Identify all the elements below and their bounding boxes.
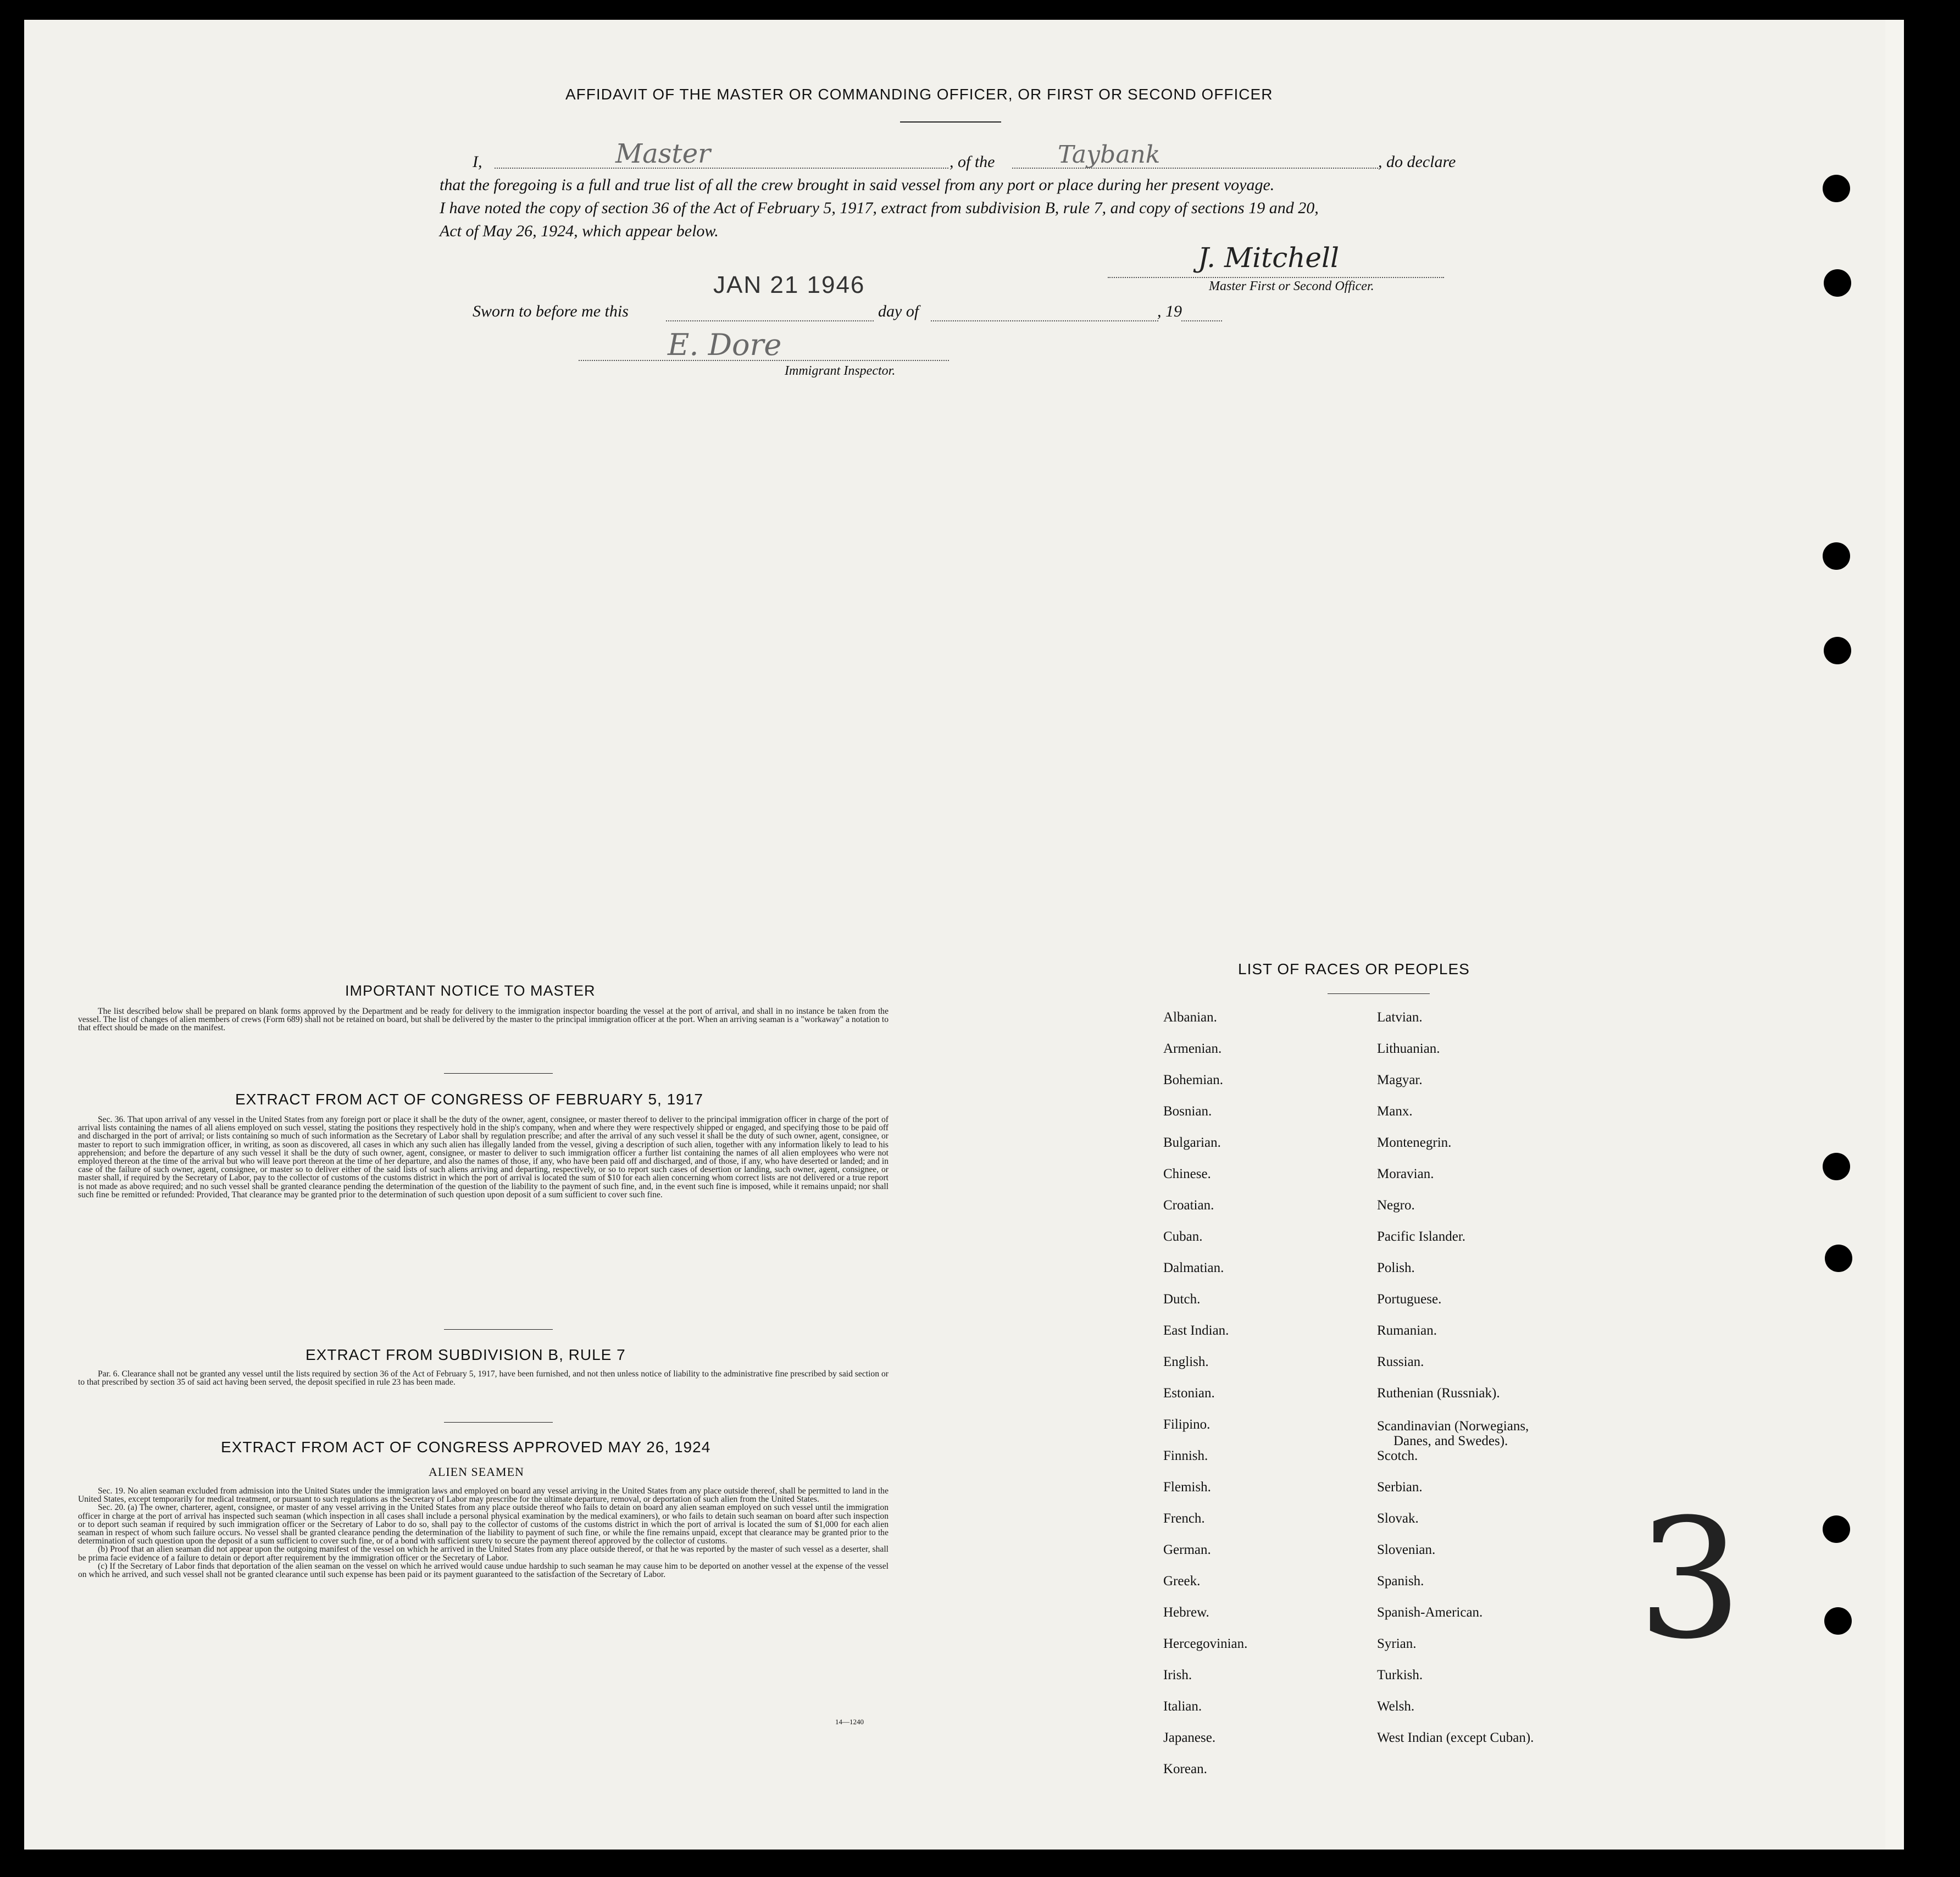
race-item: Magyar. (1377, 1073, 1423, 1087)
sworn-day-line (666, 320, 874, 321)
affidavit-line2: that the foregoing is a full and true list of all the crew brought in said vessel from any port or place during her present voyage. (440, 176, 1275, 194)
race-item: French. (1163, 1511, 1205, 1526)
race-item: Spanish-American. (1377, 1605, 1483, 1620)
title-rule (900, 121, 1001, 123)
race-item: West Indian (except Cuban). (1377, 1730, 1534, 1745)
race-item: Filipino. (1163, 1417, 1211, 1432)
race-item: Spanish. (1377, 1574, 1424, 1589)
rule7-title: EXTRACT FROM SUBDIVISION B, RULE 7 (306, 1346, 626, 1363)
punch-hole (1824, 637, 1851, 664)
extract-1924-text (78, 1487, 889, 1579)
page-edge (1885, 20, 1904, 1850)
race-item: Moravian. (1377, 1167, 1434, 1181)
race-item: German. (1163, 1542, 1211, 1557)
section-19-paragraph: Sec. 19. No alien seaman excluded from admission into the United States under the immigration laws and employed on board any vessel arriving in the United States from any place outside thereof, shall be permitted to land in the United States, except temporarily for medical treatment, or pursuant to such regulations as the Secretary of Labor may prescribe for the ultimate departure, removal, or deportation of such alien from the United States. (78, 1486, 889, 1504)
race-item: Albanian. (1163, 1010, 1217, 1025)
race-item: Finnish. (1163, 1448, 1208, 1463)
affidavit-line4: Act of May 26, 1924, which appear below. (440, 222, 719, 240)
race-item: English. (1163, 1354, 1209, 1369)
race-item: Bulgarian. (1163, 1135, 1221, 1150)
race-item: Slovak. (1377, 1511, 1419, 1526)
race-item: Polish. (1377, 1260, 1415, 1275)
extract-1924-title: EXTRACT FROM ACT OF CONGRESS APPROVED MAY 26, 1924 (221, 1439, 711, 1456)
section-rule (444, 1329, 553, 1330)
date-stamp: JAN 21 1946 (713, 271, 865, 298)
name-line (495, 168, 948, 169)
section-20a-paragraph: Sec. 20. (a) The owner, charterer, agent, consignee, or master of any vessel arriving in the United States from any place outside thereof who fails to detain on board any alien seaman employed on such vessel until the immigration officer in charge at the port of arrival has inspected such seaman (which inspection in all cases shall include a personal physical examination by the medical examiners), or who fails to detain such seaman on board after such inspection or to deport such seaman if required by such immigration officer or the Secretary of Labor to do so, shall pay to the collector of customs of the customs district in which the port of arrival is located the sum of $1,000 for each alien seaman in respect of whom such failure occurs. No vessel shall be granted clearance pending the determination of the liability to payment of such fine, or while the fine remains unpaid, except that clearance may be granted prior to the determination of such question upon the deposit of a sum sufficient to cover such fine, or of a bond with sufficient surety to secure the payment thereof approved by the collector of customs. (78, 1503, 889, 1546)
race-item: Ruthenian (Russniak). (1377, 1386, 1500, 1401)
inspector-signature-line (579, 360, 949, 361)
affidavit-do-declare: , do declare (1378, 153, 1456, 171)
race-item: Portuguese. (1377, 1292, 1442, 1307)
race-item: Armenian. (1163, 1041, 1222, 1056)
race-item: East Indian. (1163, 1323, 1229, 1338)
punch-hole (1823, 542, 1850, 570)
form-number: 14—1240 (835, 1718, 864, 1726)
punch-hole (1823, 1153, 1850, 1180)
race-item: Estonian. (1163, 1386, 1215, 1401)
race-item: Dalmatian. (1163, 1260, 1224, 1275)
section-rule (444, 1422, 553, 1423)
year-line (1181, 320, 1222, 321)
punch-hole (1824, 1607, 1852, 1635)
rule7-paragraph: Par. 6. Clearance shall not be granted any vessel until the lists required by section 36 of the Act of February 5, 1917, have been furnished, and not then unless notice of liability to the administrative fine prescribed by said section or to that prescribed by section 35 of said act having been served, the deposit specified in rule 23 has been made. (78, 1369, 889, 1387)
race-item: Lithuanian. (1377, 1041, 1440, 1056)
race-item: Syrian. (1377, 1636, 1417, 1651)
inspector-label: Immigrant Inspector. (785, 364, 896, 378)
race-item: Bosnian. (1163, 1104, 1212, 1119)
handwritten-page-mark: 3 (1637, 1484, 1742, 1675)
race-item: Slovenian. (1377, 1542, 1436, 1557)
inspector-signature: E. Dore (668, 327, 782, 362)
race-item: Pacific Islander. (1377, 1229, 1466, 1244)
extract-1917-title: EXTRACT FROM ACT OF CONGRESS OF FEBRUARY 5, 1917 (235, 1091, 703, 1108)
race-item: Dutch. (1163, 1292, 1201, 1307)
race-item: Flemish. (1163, 1480, 1211, 1495)
race-item: Greek. (1163, 1574, 1201, 1589)
section-36-paragraph: Sec. 36. That upon arrival of any vessel in the United States from any foreign port or place it shall be the duty of the owner, agent, consignee, or master thereof to deliver to the principal immigration officer in charge of the port of arrival lists containing the names of all aliens employed on such vessel, stating the positions they respectively hold in the ship's company, when and where they were respectively shipped or engaged, and specifying those to be paid off and discharged in the port of arrival; or lists containing so much of such information as the Secretary of Labor shall by regulation prescribe; and after the arrival of any such vessel it shall be the duty of such owner, agent, consignee, or master to report to such immigration officer, in writing, as soon as discovered, all cases in which any such alien has illegally landed from the vessel, giving a description of such alien, together with any information likely to lead to his apprehension; and before the departure of any such vessel it shall be the duty of such owner, agent, consignee, or master to deliver to such immigration officer a further list containing the names of all alien employees who were not employed thereon at the time of the arrival but who will leave port thereon at the time of her departure, and also the names of those, if any, who have been paid off and discharged, and of those, if any, who have deserted or landed; and in case of the failure of such owner, agent, consignee, or master so to deliver either of the said lists of such aliens arriving and departing, respectively, or so to report such cases of desertion or landing, such owner, agent, consignee, or master shall, if required by the Secretary of Labor, pay to the collector of customs of the customs district in which the port of arrival is located the sum of $10 for each alien concerning whom correct lists are not delivered or a true report is not made as above required; and no such vessel shall be granted clearance pending the determination of the question of the liability to the payment of such fine, and, in the event such fine is imposed, while it remains unpaid; nor shall such fine be remitted or refunded: Provided, That clearance may be granted prior to the determination of such question upon deposit of a sum sufficient to cover such fine. (78, 1115, 889, 1199)
race-item: Scotch. (1377, 1448, 1418, 1463)
extract-1917-text (78, 1115, 889, 1199)
race-item: Rumanian. (1377, 1323, 1437, 1338)
race-item: Danes, and Swedes). (1393, 1434, 1508, 1448)
races-title: LIST OF RACES OR PEOPLES (1238, 960, 1470, 978)
section-rule (444, 1073, 553, 1074)
section-20b-paragraph: (b) Proof that an alien seaman did not appear upon the outgoing manifest of the vessel on which he arrived in the United States from any place outside thereof, or that he was reported by the master of such vessel as a deserter, shall be prima facie evidence of a failure to detain or deport after requirement by the immigration officer or the Secretary of Labor. (78, 1545, 889, 1563)
alien-seamen-subtitle: ALIEN SEAMEN (429, 1465, 524, 1479)
sworn-label: Sworn to before me this (473, 302, 629, 320)
race-item: Serbian. (1377, 1480, 1423, 1495)
master-signature: J. Mitchell (1198, 242, 1340, 274)
month-line (931, 320, 1158, 321)
race-item: Negro. (1377, 1198, 1415, 1213)
section-20c-paragraph: (c) If the Secretary of Labor finds that deportation of the alien seaman on the vessel on which he arrived would cause undue hardship to such seaman he may cause him to be deported on another vessel at the expense of the vessel on which he arrived, and such vessel shall not be granted clearance until such expense has been paid or its payment guaranteed to the satisfaction of the Secretary of Labor. (78, 1561, 889, 1580)
punch-hole (1823, 175, 1850, 202)
race-item: Scandinavian (Norwegians, (1377, 1419, 1529, 1434)
day-of-label: day of (878, 302, 919, 320)
race-item: Welsh. (1377, 1699, 1415, 1714)
race-item: Korean. (1163, 1762, 1207, 1776)
rule7-text (78, 1370, 889, 1386)
notice-paragraph: The list described below shall be prepared on blank forms approved by the Department and be ready for delivery to the immigration inspector boarding the vessel at the port of arrival, and shall in no instance be taken from the vessel. The list of changes of alien members of crews (Form 689) shall not be retained on board, but shall be delivered by the master to the principal immigration officer at the port. When an arriving seaman is a "workaway" a notation to that effect should be made on the manifest. (78, 1007, 889, 1033)
race-item: Cuban. (1163, 1229, 1203, 1244)
notice-text (78, 1007, 889, 1032)
race-item: Croatian. (1163, 1198, 1214, 1213)
punch-hole (1825, 1245, 1852, 1272)
handwritten-vessel: Taybank (1058, 141, 1161, 169)
master-label: Master First or Second Officer. (1209, 279, 1374, 293)
affidavit-title: AFFIDAVIT OF THE MASTER OR COMMANDING OFFICER, OR FIRST OR SECOND OFFICER (565, 86, 1273, 103)
race-item: Latvian. (1377, 1010, 1423, 1025)
affidavit-of-the: , of the (950, 153, 995, 171)
race-item: Japanese. (1163, 1730, 1216, 1745)
race-item: Chinese. (1163, 1167, 1211, 1181)
race-item: Irish. (1163, 1668, 1192, 1682)
handwritten-name: Master (615, 138, 711, 169)
race-item: Bohemian. (1163, 1073, 1224, 1087)
notice-title: IMPORTANT NOTICE TO MASTER (345, 982, 596, 999)
race-item: Hebrew. (1163, 1605, 1209, 1620)
race-item: Russian. (1377, 1354, 1424, 1369)
punch-hole (1823, 1515, 1850, 1543)
master-signature-line (1108, 277, 1444, 278)
races-rule (1328, 993, 1430, 994)
race-item: Montenegrin. (1377, 1135, 1452, 1150)
year-prefix: , 19 (1157, 302, 1182, 320)
race-item: Italian. (1163, 1699, 1202, 1714)
affidavit-i: I, (473, 153, 482, 171)
race-item: Turkish. (1377, 1668, 1423, 1682)
race-item: Hercegovinian. (1163, 1636, 1248, 1651)
punch-hole (1824, 269, 1851, 297)
affidavit-line3: I have noted the copy of section 36 of the Act of February 5, 1917, extract from subdivision B, rule 7, and copy of sections 19 and 20, (440, 199, 1319, 217)
race-item: Manx. (1377, 1104, 1413, 1119)
